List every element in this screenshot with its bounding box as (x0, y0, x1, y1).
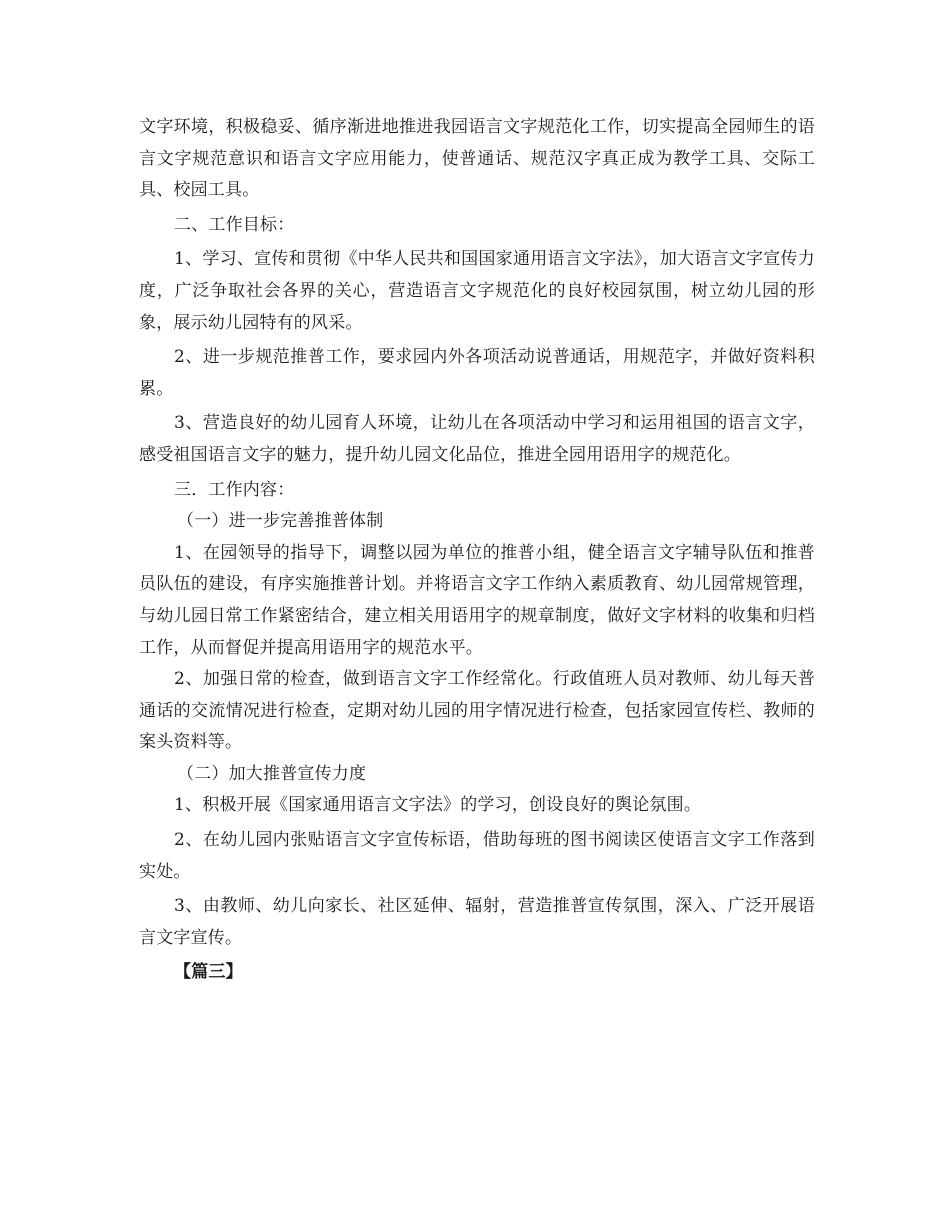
subsection-heading-2: （二）加大推普宣传力度 (177, 763, 367, 784)
section-heading-work-goals: 二、工作目标： (174, 214, 295, 235)
paragraph-intro-continuation: 文字环境，积极稳妥、循序渐进地推进我园语言文字规范化工作，切实提高全园师生的语言文字规范意识和语言文字应用能力，使普通话、规范汉字真正成为教学工具、交际工具、校园工具。 (139, 117, 815, 201)
subsection-heading-1: （一）进一步完善推普体制 (177, 511, 384, 532)
content-item-2-1: 1、积极开展《国家通用语言文字法》的学习，创设良好的舆论氛围。 (174, 795, 702, 816)
section-heading-work-content: 三．工作内容： (174, 479, 295, 500)
goal-item-1: 1、学习、宣传和贯彻《中华人民共和国国家通用语言文字法》，加大语言文字宣传力度，广泛争取社会各界的关心，营造语言文字规范化的良好校园氛围，树立幼儿园的形象，展示幼儿园特有的风采。 (139, 249, 815, 333)
content-item-1-1: 1、在园领导的指导下，调整以园为单位的推普小组，健全语言文字辅导队伍和推普员队伍的建设，有序实施推普计划。并将语言文字工作纳入素质教育、幼儿园常规管理，与幼儿园日常工作紧密结合，建立相关用语用字的规章制度，做好文字材料的收集和归档工作，从而督促并提高用语用字的规范水平。 (139, 542, 815, 658)
goal-item-3: 3、营造良好的幼儿园育人环境，让幼儿在各项活动中学习和运用祖国的语言文字，感受祖国语言文字的魅力，提升幼儿园文化品位，推进全园用语用字的规范化。 (139, 413, 815, 465)
article-heading-part-three: 【篇三】 (174, 962, 243, 983)
content-item-2-2: 2、在幼儿园内张贴语言文字宣传标语，借助每班的图书阅读区使语言文字工作落到实处。 (139, 830, 815, 882)
goal-item-2: 2、进一步规范推普工作，要求园内外各项活动说普通话，用规范字，并做好资料积累。 (139, 347, 815, 399)
content-item-2-3: 3、由教师、幼儿向家长、社区延伸、辐射，营造推普宣传氛围，深入、广泛开展语言文字宣传。 (139, 896, 815, 948)
content-item-1-2: 2、加强日常的检查，做到语言文字工作经常化。行政值班人员对教师、幼儿每天普通话的交流情况进行检查，定期对幼儿园的用字情况进行检查，包括家园宣传栏、教师的案头资料等。 (139, 669, 815, 753)
document-body (139, 112, 815, 989)
